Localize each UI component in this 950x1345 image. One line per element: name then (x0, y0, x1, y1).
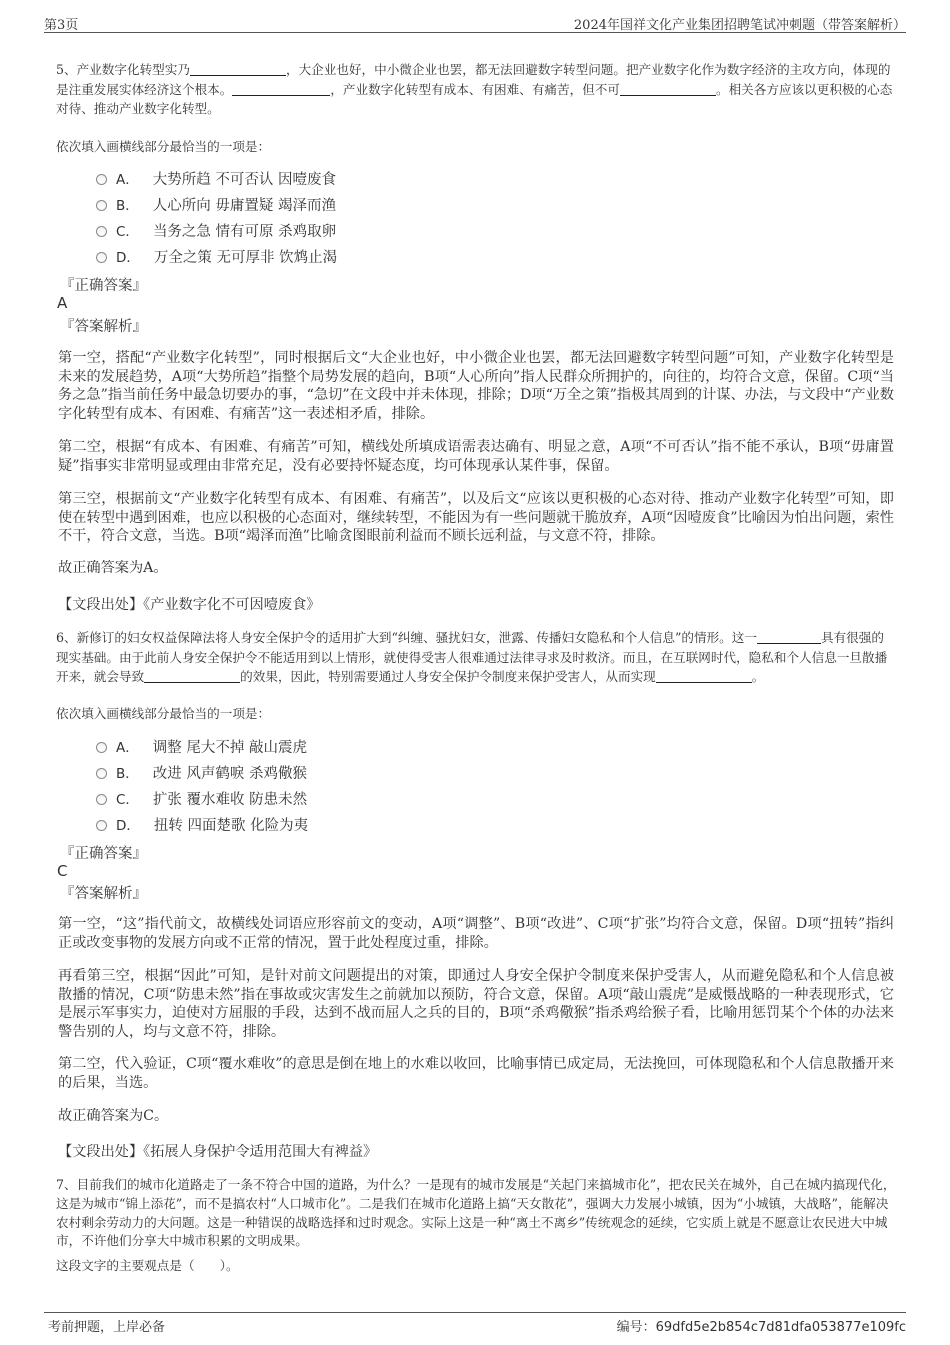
correct-answer: A (57, 294, 68, 312)
question-7-stem: 7、目前我们的城市化道路走了一条不符合中国的道路，为什么？一是现有的城市发展是“关起门来搞城市化”，把农民关在城外，自己在城内搞现代化，这是为城市“锦上添花”，而不是搞农村“人口城市化”。二是我们在城市化道路上搞“天女散花”，强调大力发展小城镇，因为“小城镇，大战略”，能解决农村剩余劳动力的大问题。这是一种错误的战略选择和过时观念。实际上这是一种“离土不离乡”传统观念的延续，它实质上就是不愿意让农民进大中城市，不许他们分享大中城市积累的文明成果。 (56, 1177, 896, 1249)
analysis-label: 『答案解析』 (60, 886, 147, 902)
question-6-stem: 6、新修订的妇女权益保障法将人身安全保护令的适用扩大到“纠缠、骚扰妇女，泄露、传播妇女隐私和个人信息”的情形。这一 具有很强的现实基础。由于此前人身安全保护令不能适用到以上情形，就使得受害人很难通过法律寻求及时救济。而且，在互联网时代，隐私和个人信息一旦散播开来，就会导致 的效果，因此，特别需要通过人身安全保护令制度来保护受害人，从而实现 。 (56, 630, 888, 684)
q6-option-a[interactable]: A． 调整 尾大不掉 敲山震虎 (96, 736, 307, 758)
q5-option-b[interactable]: B． 人心所向 毋庸置疑 竭泽而渔 (96, 194, 336, 216)
blank-1 (757, 629, 821, 644)
footer-slogan: 考前押题，上岸必备 (48, 1320, 166, 1335)
analysis-paragraph: 第二空，代入验证，C项“覆水难收”的意思是倒在地上的水难以收回，比喻事情已成定局，无法挽回，可体现隐私和个人信息散播开来的后果，当选。 (58, 1056, 894, 1091)
source-citation: 【文段出处】《产业数字化不可因噎废食》 (58, 597, 321, 613)
question-5-prompt: 依次填入画横线部分最恰当的一项是： (56, 139, 271, 154)
question-5-stem: 5、产业数字化转型实乃 ，大企业也好，中小微企业也罢，都无法回避数字转型问题。把产业数字化作为数字经济的主攻方向，体现的是注重发展实体经济这个根本。 ，产业数字化转型有成本、有困难、有痛苦，但不可 。相关各方应该以更积极的心态对待、推动产业数字化转型。 (56, 62, 893, 116)
correct-answer-label: 『正确答案』 (60, 278, 147, 294)
q6-option-c[interactable]: C． 扩张 覆水难收 防患未然 (96, 788, 307, 810)
radio-icon[interactable] (96, 742, 107, 753)
radio-icon[interactable] (96, 252, 107, 263)
page-footer (44, 1312, 906, 1333)
question-6-prompt: 依次填入画横线部分最恰当的一项是： (56, 706, 271, 721)
source-citation: 【文段出处】《拓展人身保护令适用范围大有裨益》 (58, 1144, 378, 1160)
blank-1 (190, 61, 286, 76)
q6-option-b[interactable]: B． 改进 风声鹤唳 杀鸡儆猴 (96, 762, 307, 784)
q5-option-d[interactable]: D． 万全之策 无可厚非 饮鸩止渴 (96, 246, 337, 268)
document-code: 编号：69dfd5e2b854c7d81dfa053877e109fc (616, 1320, 906, 1335)
radio-icon[interactable] (96, 200, 107, 211)
radio-icon[interactable] (96, 768, 107, 779)
analysis-paragraph: 第二空，根据“有成本、有困难、有痛苦”可知，横线处所填成语需表达确有、明显之意，A项“不可否认”指不能不承认，B项“毋庸置疑”指事实非常明显或理由非常充足，没有必要持怀疑态度，均可体现承认某件事，保留。 (58, 439, 894, 474)
document-title: 2024年国祥文化产业集团招聘笔试冲刺题（带答案解析） (573, 18, 906, 33)
blank-2 (232, 81, 330, 96)
q5-option-c[interactable]: C． 当务之急 情有可原 杀鸡取卵 (96, 220, 336, 242)
analysis-conclusion: 故正确答案为A。 (58, 560, 168, 576)
correct-answer-label: 『正确答案』 (60, 846, 147, 862)
analysis-label: 『答案解析』 (60, 319, 147, 335)
correct-answer: C (57, 862, 68, 880)
question-7-prompt: 这段文字的主要观点是（ ）。 (56, 1258, 239, 1273)
radio-icon[interactable] (96, 226, 107, 237)
blank-2 (144, 668, 240, 683)
analysis-conclusion: 故正确答案为C。 (58, 1108, 169, 1124)
page-number: 第3页 (44, 18, 79, 33)
blank-3 (656, 668, 752, 683)
radio-icon[interactable] (96, 820, 107, 831)
q5-option-a[interactable]: A． 大势所趋 不可否认 因噎废食 (96, 168, 336, 190)
analysis-paragraph: 第三空，根据前文“产业数字化转型有成本、有困难、有痛苦”，以及后文“应该以更积极的心态对待、推动产业数字化转型”可知，即使在转型中遇到困难，也应以积极的心态面对，继续转型，不能因为有一些问题就干脆放弃，A项“因噎废食”比喻因为怕出问题，索性不干，符合文意，当选。B项“竭泽而渔”比喻贪图眼前利益而不顾长远利益，与文意不符，排除。 (58, 491, 894, 544)
q6-option-d[interactable]: D． 扭转 四面楚歌 化险为夷 (96, 814, 308, 836)
analysis-paragraph: 第一空，“这”指代前文，故横线处词语应形容前文的变动，A项“调整”、B项“改进”、C项“扩张”均符合文意，保留。D项“扭转”指纠正或改变事物的发展方向或不正常的情况，置于此处程度过重，排除。 (58, 916, 894, 951)
radio-icon[interactable] (96, 174, 107, 185)
radio-icon[interactable] (96, 794, 107, 805)
blank-3 (620, 81, 716, 96)
analysis-paragraph: 再看第三空，根据“因此”可知，是针对前文问题提出的对策，即通过人身安全保护令制度来保护受害人，从而避免隐私和个人信息被散播的情况，C项“防患未然”指在事故或灾害发生之前就加以预防，符合文意，保留。A项“敲山震虎”是威慑战略的一种表现形式，它是展示军事实力，迫使对方屈服的手段，达到不战而屈人之兵的目的，B项“杀鸡儆猴”指杀鸡给猴子看，比喻用惩罚某个个体的办法来警告别的人，均与文意不符，排除。 (58, 968, 894, 1040)
analysis-paragraph: 第一空，搭配“产业数字化转型”，同时根据后文“大企业也好，中小微企业也罢，都无法回避数字转型问题”可知，产业数字化转型是未来的发展趋势，A项“大势所趋”指整个局势发展的趋向，B项“人心所向”指人民群众所拥护的，向往的，均符合文意，保留。C项“当务之急”指当前任务中最急切要办的事，“急切”在文段中并未体现，排除；D项“万全之策”指极其周到的计谋、办法，与文段中“产业数字化转型有成本、有困难、有痛苦”这一表述相矛盾，排除。 (58, 350, 894, 422)
page-header (44, 12, 906, 33)
